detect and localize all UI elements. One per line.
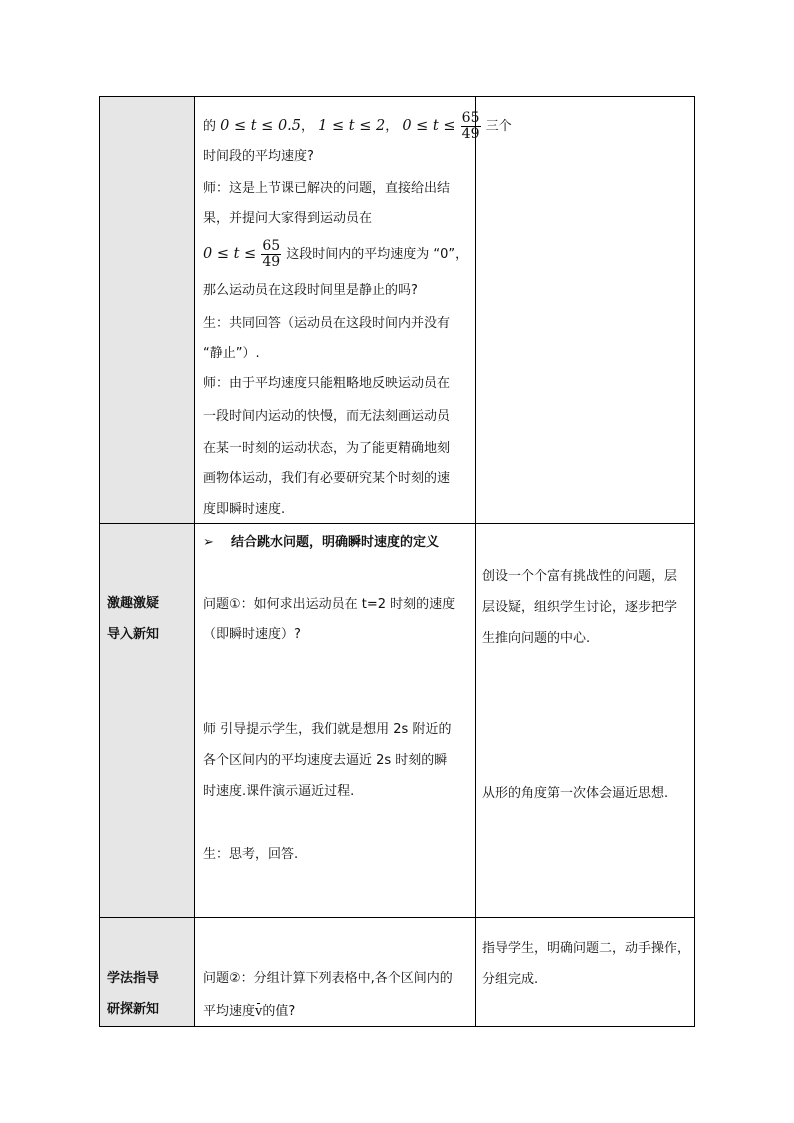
row2-label-cell [100,524,194,917]
teacher-line1: 师 引导提示学生，我们就是想用 2s 附近的 [203,722,452,737]
row3-note-line2: 分组完成. [482,972,539,987]
bullet-arrow-icon: ➢ [203,535,214,550]
row1-line12: 画物体运动，我们有必要研究某个时刻的速 [203,471,451,486]
row1-line2: 时间段的平均速度? [203,149,314,164]
mean-velocity-symbol: v [255,1004,263,1019]
teacher-line3: 时速度.课件演示逼近过程. [203,784,355,799]
row1-label-cell [100,97,194,523]
row1-line3: 师：这是上节课已解决的问题，直接给出结 [203,181,451,196]
row1-line10: 一段时间内运动的快慢，而无法刻画运动员 [203,409,451,424]
row1-line7: 生：共同回答（运动员在这段时间内并没有 [203,316,451,331]
row1-line1: 的 0 ≤ t ≤ 0.5， 1 ≤ t ≤ 2， 0 ≤ t ≤ $\frac{65}{49}$ 三个 [203,110,512,142]
row1-line4: 果，并提问大家得到运动员在 [203,211,373,226]
row3-label-line2: 研探新知 [107,1002,160,1017]
row2-note-line3: 生推向问题的中心. [482,631,591,646]
question-1-line2: （即瞬时速度）? [203,627,301,642]
row1-line5: 0 ≤ t ≤ $\frac{65}{49}$ 这段时间内的平均速度为 “0”， [203,238,469,270]
row1-line11: 在某一时刻的运动状态，为了能更精确地刻 [203,441,451,456]
row2-note-line1: 创设一个个富有挑战性的问题，层 [482,569,678,584]
row1-line9: 师：由于平均速度只能粗略地反映运动员在 [203,376,451,391]
interval-2: 1 ≤ t ≤ 2 [318,118,386,134]
fraction-65-49: $\frac{65}{49}$ [262,238,281,270]
row1-line8: “静止”）. [203,346,260,361]
section-heading: ➢ 结合跳水问题，明确瞬时速度的定义 [203,535,440,550]
interval-3: 0 ≤ t ≤ [402,118,456,134]
question-2-line1: 问题②：分组计算下列表格中,各个区间内的 [203,971,453,986]
teacher-line2: 各个区间内的平均速度去逼近 2s 时刻的瞬 [203,753,448,768]
fraction-65-49: $\frac{65}{49}$ [461,110,480,142]
row1-line6: 那么运动员在这段时间里是静止的吗? [203,283,418,298]
interval-1: 0 ≤ t ≤ 0.5 [220,118,302,134]
student-line: 生：思考，回答. [203,847,299,862]
row2-label-line1: 激趣激疑 [107,596,160,611]
row3-note-line1: 指导学生，明确问题二，动手操作， [482,941,691,956]
row2-note-line2: 层设疑，组织学生讨论，逐步把学 [482,600,678,615]
row1-line13: 度即瞬时速度. [203,502,286,517]
row3-label-line1: 学法指导 [107,971,160,986]
question-2-line2: 平均速度v的值? [203,1004,296,1019]
row2-note-line4: 从形的角度第一次体会逼近思想. [482,786,669,801]
row2-label-line2: 导入新知 [107,627,160,642]
question-1-line1: 问题①：如何求出运动员在 t=2 时刻的速度 [203,597,456,612]
